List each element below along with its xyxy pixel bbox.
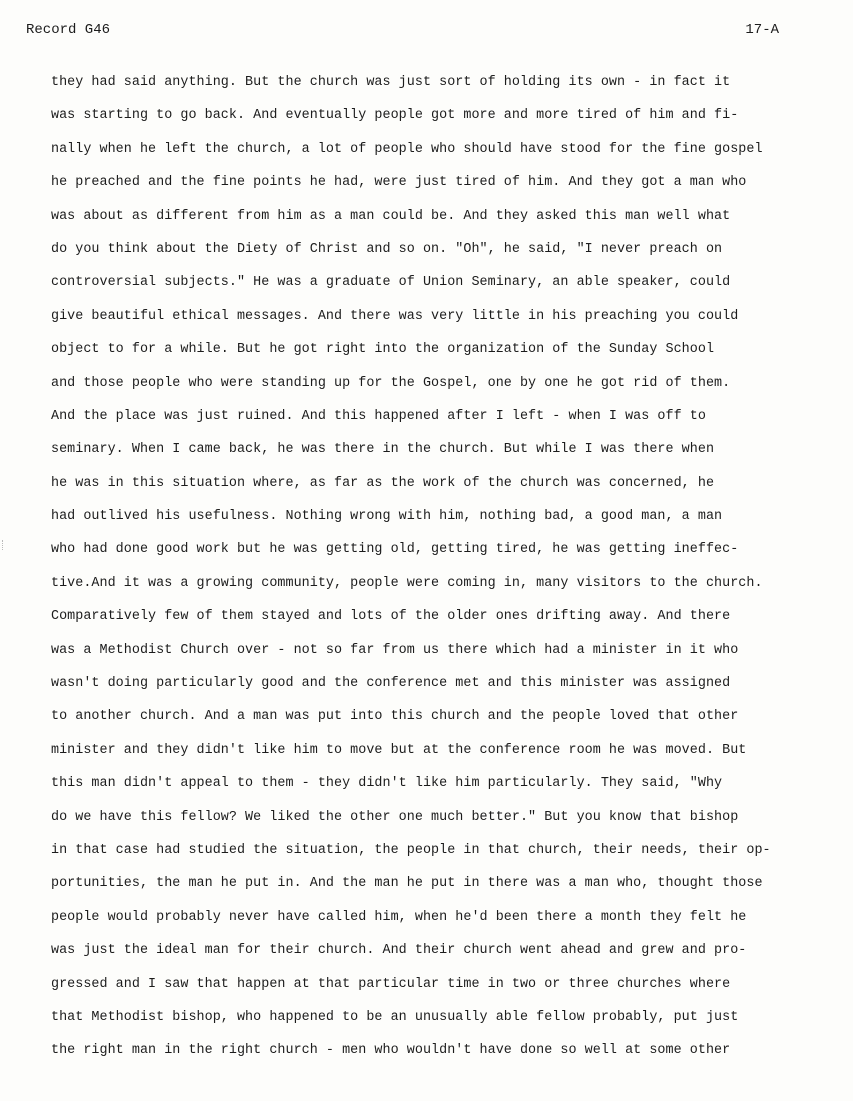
text-line: this man didn't appeal to them - they didn't like him particularly. They said, "Why [51,776,723,792]
text-line: he was in this situation where, as far as the work of the church was concerned, he [51,475,715,491]
body-text [51,73,821,1075]
text-line: give beautiful ethical messages. And there was very little in his preaching you could [51,308,739,324]
text-line: seminary. When I came back, he was there in the church. But while I was there when [51,442,715,458]
text-line: that Methodist bishop, who happened to be an unusually able fellow probably, put just [51,1009,739,1025]
text-line: gressed and I saw that happen at that particular time in two or three churches where [51,976,731,992]
text-line: do we have this fellow? We liked the other one much better." But you know that bishop [51,809,739,825]
scan-artifact [2,540,9,550]
page-number: 17-A [745,22,779,38]
text-line: wasn't doing particularly good and the conference met and this minister was assigned [51,676,731,692]
text-line: was a Methodist Church over - not so far from us there which had a minister in it who [51,642,739,658]
page-header [0,22,853,42]
record-label: Record G46 [26,22,111,38]
text-line: minister and they didn't like him to move but at the conference room he was moved. But [51,742,747,758]
text-line: controversial subjects." He was a graduate of Union Seminary, an able speaker, could [51,275,731,291]
text-line: nally when he left the church, a lot of people who should have stood for the fine gospel [51,141,763,157]
text-line: people would probably never have called him, when he'd been there a month they felt he [51,909,747,925]
text-line: to another church. And a man was put into this church and the people loved that other [51,709,739,725]
text-line: they had said anything. But the church was just sort of holding its own - in fact it [51,75,731,90]
text-line: portunities, the man he put in. And the man he put in there was a man who, thought those [51,876,763,892]
text-line: who had done good work but he was getting old, getting tired, he was getting ineffec- [51,542,739,558]
text-line: in that case had studied the situation, the people in that church, their needs, their op- [51,842,771,858]
text-line: do you think about the Diety of Christ and so on. "Oh", he said, "I never preach on [51,241,723,257]
text-line: was about as different from him as a man could be. And they asked this man well what [51,208,731,224]
text-line: the right man in the right church - men who wouldn't have done so well at some other [51,1043,731,1059]
text-line: and those people who were standing up for the Gospel, one by one he got rid of them. [51,375,731,391]
text-line: object to for a while. But he got right into the organization of the Sunday School [51,342,715,358]
text-line: was just the ideal man for their church. And their church went ahead and grew and pro- [51,943,747,959]
text-line: tive.And it was a growing community, people were coming in, many visitors to the church. [51,575,763,591]
text-line: And the place was just ruined. And this happened after I left - when I was off to [51,408,706,424]
text-line: was starting to go back. And eventually people got more and more tired of him and fi- [51,108,739,124]
text-line: he preached and the fine points he had, were just tired of him. And they got a man who [51,175,747,191]
text-line: had outlived his usefulness. Nothing wrong with him, nothing bad, a good man, a man [51,509,723,525]
text-line: Comparatively few of them stayed and lots of the older ones drifting away. And there [51,609,731,625]
